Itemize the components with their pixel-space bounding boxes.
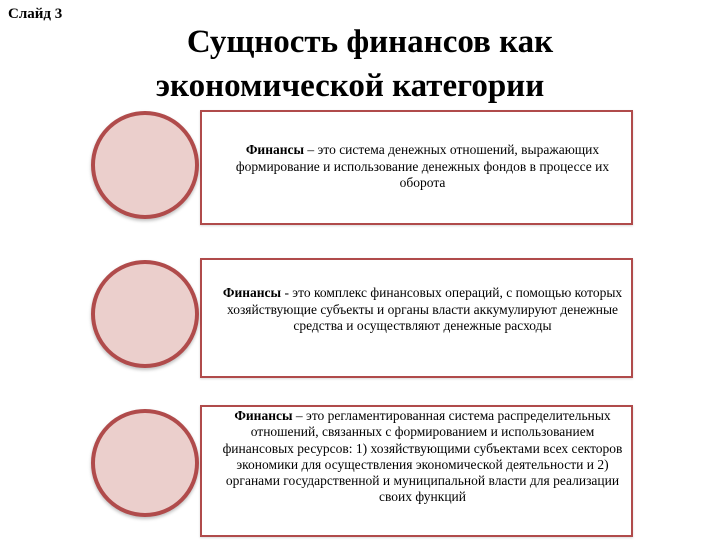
circle-bullet-3 [91,409,199,517]
definition-body-2: - это комплекс финансовых операций, с помощью которых хозяйствующие субъекты и органы власти аккумулируют денежные средства и осуществляют денежные расходы [226,285,623,333]
definition-body-1: – это система денежных отношений, выражающих формирование и использование денежных фондов в процессе их оборота [235,142,610,190]
definition-item-3 [88,405,633,537]
definition-term-3: Финансы [234,408,293,423]
circle-bullet-2 [91,260,199,368]
definition-term-1: Финансы [245,142,305,157]
slide-number-label: Слайд 3 [8,6,63,22]
slide-title [120,20,620,108]
definition-text-1 [218,142,627,192]
definition-text-2 [218,285,627,335]
title-line-2: экономической категории [155,68,545,104]
definition-item-2 [88,258,633,378]
circle-bullet-1 [91,111,199,219]
definition-text-3 [218,408,627,506]
definition-body-3: – это регламентированная система распределительных отношений, связанных с формированием и использованием финансовых ресурсов: 1) хозяйствующими субъектами всех секторов экономики для осуществления экономической деятельности и 2) органами государственной и муниципальной власти для реализации своих функций [222,408,623,505]
definition-item-1 [88,110,633,225]
title-line-1: Сущность финансов как [186,24,554,60]
definition-term-2: Финансы [222,285,282,300]
